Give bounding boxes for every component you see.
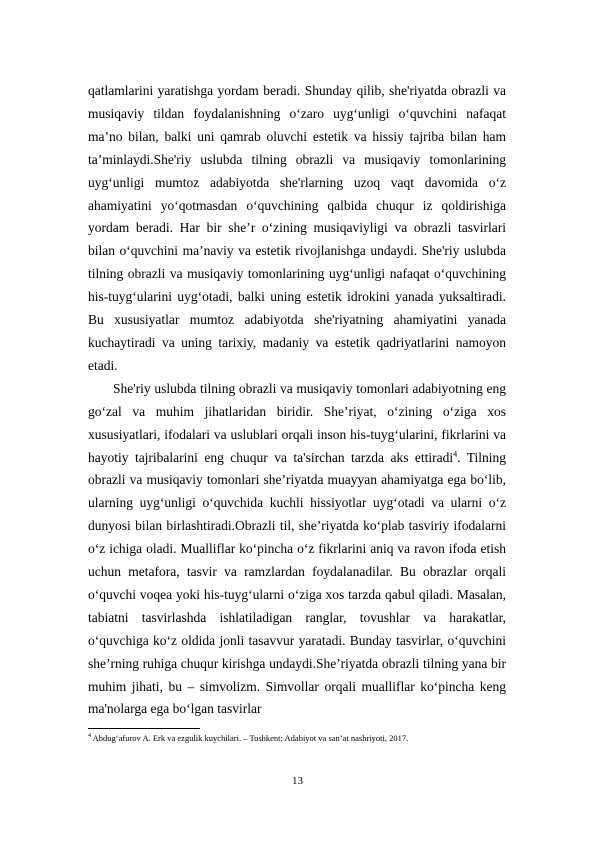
footnote-marker: 4 [88,733,91,739]
paragraph-2-part-1: She'riy uslubda tilning obrazli va musiqaviy tomonlari adabiyotning eng go‘zal va muhim jihatlaridan biridir. She’riyat, o‘zining o‘ziga xos xususiyatlari, ifodalari va uslublari orqali inson his-tuyg‘ularini, fikrlarini va hayotiy tajribalarini eng chuqur va ta'sirchan tarzda aks ettiradi [88,380,506,465]
paragraph-1: qatlamlarini yaratishga yordam beradi. Shunday qilib, she'riyatda obrazli va musiqaviy tildan foydalanishning o‘zaro uyg‘unligi o‘quvchini nafaqat ma’no bilan, balki uni qamrab oluvchi estetik va hissiy tajriba bilan ham ta’minlaydi.She'riy uslubda tilning obrazli va musiqaviy tomonlarining uyg‘unligi mumtoz adabiyotda she'rlarning uzoq vaqt davomida o‘z ahamiyatini yo‘qotmasdan o‘quvchining qalbida chuqur iz qoldirishiga yordam beradi. Har bir she’r o‘zining musiqaviyligi va obrazli tasvirlari bilan o‘quvchini ma’naviy va estetik rivojlanishga undaydi. She'riy uslubda tilning obrazli va musiqaviy tomonlarining uyg‘unligi nafaqat o‘quvchining his-tuyg‘ularini uyg‘otadi, balki uning estetik idrokini yanada yuksaltiradi. Bu xususiyatlar mumtoz adabiyotda she'riyatning ahamiyatini yanada kuchaytiradi va uning tarixiy, madaniy va estetik qadriyatlarini namoyon etadi. [88,83,506,373]
footnote-separator [88,728,200,729]
page-number: 13 [292,775,303,787]
footnote-reference[interactable]: 4 [453,449,458,458]
footnote-text: Abdug‘afurov A. Erk va ezgulik kuychilari. – Toshkent: Adabiyot va san’at nashriyoti, 2017. [91,732,409,743]
paragraph-2 [88,378,506,722]
body-text [88,80,506,721]
footnote [88,731,508,744]
paragraph-2-part-2: . Tilning obrazli va musiqaviy tomonlari she’riyatda muayyan ahamiyatga ega bo‘lib, ularning uyg‘unligi o‘quvchida kuchli hissiyotlar uyg‘otadi va ularni o‘z dunyosi bilan birlashtiradi.Obrazli til, she’riyatda ko‘plab tasviriy ifodalarni o‘z ichiga oladi. Mualliflar ko‘pincha o‘z fikrlarini aniq va ravon ifoda etish uchun metafora, tasvir va ramzlardan foydalanadilar. Bu obrazlar orqali o‘quvchi voqea yoki his-tuyg‘ularni o‘ziga xos tarzda qabul qiladi. Masalan, tabiatni tasvirlashda ishlatiladigan ranglar, tovushlar va harakatlar, o‘quvchiga ko‘z oldida jonli tasavvur yaratadi. Bunday tasvirlar, o‘quvchini she’rning ruhiga chuqur kirishga undaydi.She’riyatda obrazli tilning yana bir muhim jihati, bu – simvolizm. Simvollar orqali mualliflar ko‘pincha keng ma'nolarga ega bo‘lgan tasvirlar [88,449,507,717]
